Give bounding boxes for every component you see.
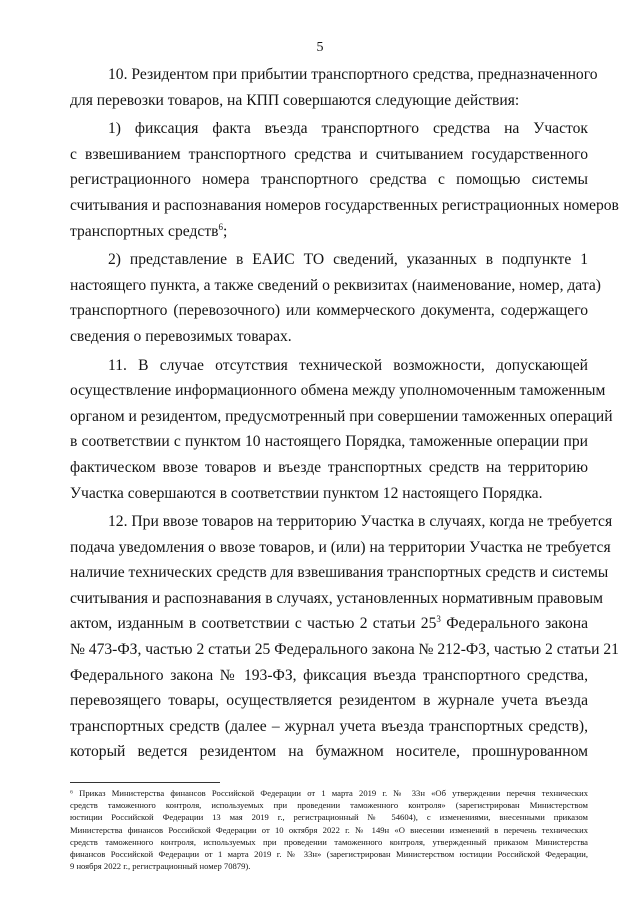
footnote-line: 9 ноября 2022 г., регистрационный номер 70879).: [70, 861, 251, 872]
footnote-reference: 6: [218, 221, 224, 232]
footnote-separator: [70, 782, 220, 783]
body-line: [70, 509, 613, 535]
footnote-line: финансов Российской Федерации от 1 марта 2019 г. № 33н» (зарегистрирован Министерством юстиции Российской Федерации,: [70, 848, 588, 859]
body-line-text: сведения о перевозимых товарах.: [70, 327, 292, 345]
body-line-text: осуществление информационного обмена между уполномоченным таможенным: [70, 382, 606, 400]
body-line-text: с взвешиванием транспортного средства и считыванием государственного: [70, 145, 588, 163]
footnote-line: средств таможенного контроля, используемых при проведении таможенного контроля, утвержденный приказом Министерства: [70, 836, 588, 847]
body-line: [70, 324, 588, 350]
body-line-tail: ;: [223, 222, 228, 240]
body-line-text: 11. В случае отсутствия технической возможности, допускающей: [108, 356, 588, 374]
body-line-text: в соответствии с пунктом 10 настоящего Порядка, таможенные операции при: [70, 433, 588, 451]
body-line-text: который ведется резидентом на бумажном носителе, прошнурованном: [70, 743, 588, 761]
body-line-tail: Федерального закона: [440, 615, 589, 633]
body-line-text: считывания и распознавания в случаях, установленных нормативным правовым: [70, 589, 603, 607]
body-line: [70, 167, 588, 193]
body-line: [70, 429, 588, 455]
body-line-text: 10. Резидентом при прибытии транспортного средства, предназначенного: [108, 66, 598, 83]
body-line-text: перевозящего товары, осуществляется резидентом в журнале учета въезда: [70, 692, 588, 710]
body-line: [70, 663, 588, 689]
footnote-line: средств таможенного контроля, используемых при проведении таможенного контроля» (зарегистрирован Министерством: [70, 800, 588, 811]
body-line-text: подача уведомления о ввозе товаров, и (или) на территории Участка не требуется: [70, 538, 611, 556]
page-number: 5: [316, 40, 324, 55]
body-line-text: Федерального закона № 193-ФЗ, фиксация въезда транспортного средства,: [70, 666, 588, 684]
body-line: [70, 637, 619, 663]
body-line: [70, 378, 606, 404]
footnote-line: Министерства финансов Российской Федерации от 10 октября 2022 г. № 149н «О внесении изменений в перечень технических: [70, 824, 588, 835]
body-line-text: регистрационного номера транспортного средства с помощью системы: [70, 171, 588, 189]
body-line-text: транспортных средств (далее – журнал учета въезда транспортных средств),: [70, 717, 588, 735]
body-line-text: настоящего пункта, а также сведений о реквизитах (наименование, номер, дата): [70, 276, 601, 294]
body-line: [70, 62, 598, 88]
body-line-text: транспортных средств: [70, 222, 219, 240]
body-line-text: 2) представление в ЕАИС ТО сведений, указанных в подпункте 1: [108, 251, 588, 269]
body-line: [70, 219, 588, 245]
body-line: [70, 247, 588, 273]
body-line: [70, 142, 588, 168]
body-line: [70, 353, 588, 379]
body-line-text: органом и резидентом, предусмотренный при совершении таможенных операций: [70, 407, 613, 425]
body-line-text: транспортного (перевозочного) или коммерческого документа, содержащего: [70, 302, 588, 320]
body-line: [70, 193, 619, 219]
body-line-text: актом, изданным в соответствии с частью 2 статьи 25: [70, 615, 437, 633]
body-line: [70, 273, 601, 299]
body-line: [70, 560, 609, 586]
body-line-text: Участка совершаются в соответствии пунктом 12 настоящего Порядка.: [70, 484, 543, 502]
body-line-text: № 473-ФЗ, частью 2 статьи 25 Федерального закона № 212-ФЗ, частью 2 статьи 21: [70, 641, 619, 659]
body-line: [70, 535, 611, 561]
body-line: [70, 714, 588, 740]
footnote: [70, 787, 588, 872]
body-line-text: фактическом ввозе товаров и въезде транспортных средств на территорию: [70, 458, 588, 476]
footnote-reference: 3: [436, 614, 441, 625]
body-line-text: 1) фиксация факта въезда транспортного средства на Участок: [108, 120, 588, 138]
body-line: [70, 455, 588, 481]
body-line: [70, 688, 588, 714]
body-line: [70, 586, 603, 612]
footnote-line: ⁶ Приказ Министерства финансов Российской Федерации от 1 марта 2019 г. № 33н «Об утверждении перечня технических: [70, 788, 588, 798]
body-line-text: считывания и распознавания номеров государственных регистрационных номеров: [70, 196, 619, 214]
footnote-line: юстиции Российской Федерации 13 мая 2019 г., регистрационный № 54604), с изменениями, внесенными приказом: [70, 812, 588, 823]
body-line: [70, 611, 588, 637]
body-line: [70, 739, 588, 765]
body-text: [70, 62, 619, 765]
body-line: [70, 404, 613, 430]
body-line-text: наличие технических средств для взвешивания транспортных средств и системы: [70, 564, 609, 582]
body-line: [70, 116, 588, 142]
body-line: [70, 298, 588, 324]
body-line-text: для перевозки товаров, на КПП совершаются следующие действия:: [70, 91, 520, 109]
body-line: [70, 88, 588, 114]
body-line-text: 12. При ввозе товаров на территорию Участка в случаях, когда не требуется: [108, 513, 613, 531]
body-line: [70, 481, 588, 507]
